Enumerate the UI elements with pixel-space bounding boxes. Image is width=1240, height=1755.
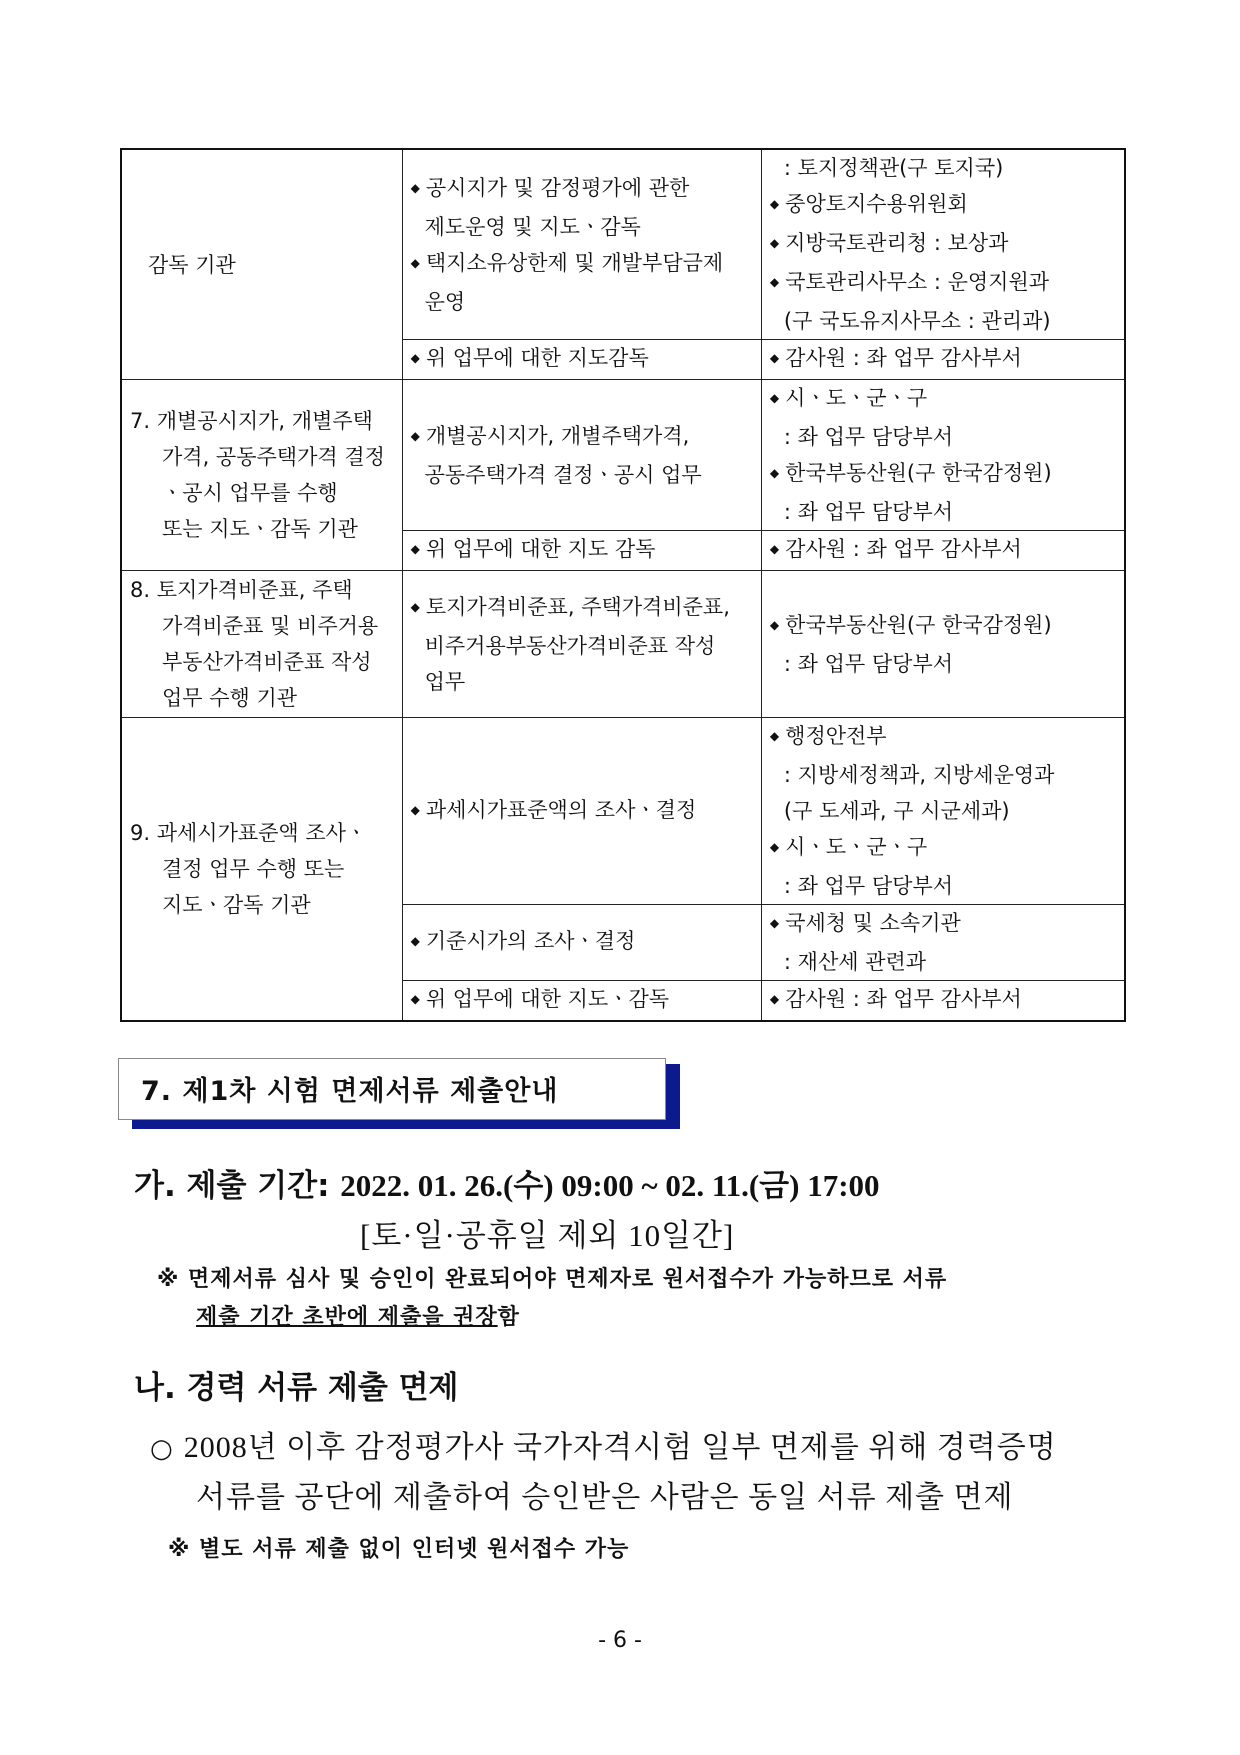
duty-line: ◆ 위 업무에 대한 지도ㆍ감독: [410, 987, 670, 1011]
bullet-icon: ◆: [769, 351, 780, 365]
dept-cell: [761, 718, 1125, 905]
duty-line: ◆ 개별공시지가, 개별주택가격,: [410, 423, 690, 448]
org-cell: [121, 718, 402, 1022]
dept-line: ◆ 시ㆍ도ㆍ군ㆍ구: [769, 386, 928, 410]
duty-line: 업무: [424, 669, 466, 694]
org-label: 감독 기관: [148, 252, 236, 277]
ga-label: 가. 제출 기간:: [134, 1168, 341, 1204]
na-note: ※ 별도 서류 제출 없이 인터넷 원서접수 가능: [168, 1537, 630, 1562]
dept-line: : 좌 업무 담당부서: [783, 651, 954, 676]
circle-bullet-icon: ○: [150, 1434, 174, 1464]
dept-cell: [761, 905, 1125, 981]
subsection-na-heading: 나. 경력 서류 제출 면제: [134, 1370, 459, 1406]
dept-cell: [761, 340, 1125, 380]
duty-line: ◆ 공시지가 및 감정평가에 관한: [410, 175, 690, 200]
bullet-icon: ◆: [769, 275, 780, 289]
dept-line: : 좌 업무 담당부서: [783, 500, 954, 524]
duty-line: ◆ 기준시가의 조사ㆍ결정: [410, 929, 636, 953]
duty-line: 운영: [424, 289, 466, 314]
section-title: 7. 제1차 시험 면제서류 제출안내: [141, 1076, 559, 1107]
bullet-icon: ◆: [769, 840, 780, 854]
dept-line: ◆ 지방국토관리청 : 보상과: [769, 231, 1009, 255]
ga-note-underlined: 제출 기간 초반에 제출을 권장: [196, 1305, 498, 1330]
dept-cell: [761, 531, 1125, 571]
dept-line: ◆ 시ㆍ도ㆍ군ㆍ구: [769, 835, 928, 859]
bullet-icon: ◆: [769, 729, 780, 743]
dept-cell: [761, 149, 1125, 340]
org-line: 가격, 공동주택가격 결정: [162, 445, 385, 469]
subsection-ga-heading: [134, 1160, 880, 1205]
org-line: 8. 토지가격비준표, 주택: [130, 578, 353, 602]
duty-cell: [402, 380, 761, 531]
dept-line: ◆ 한국부동산원(구 한국감정원): [769, 612, 1052, 637]
duty-cell: [402, 981, 761, 1022]
dept-line: (구 도세과, 구 시군세과): [783, 799, 1010, 823]
dept-line: ◆ 감사원 : 좌 업무 감사부서: [769, 987, 1022, 1011]
bullet-icon: ◆: [410, 428, 420, 443]
dept-line: ◆ 감사원 : 좌 업무 감사부서: [769, 537, 1022, 561]
bullet-icon: ◆: [769, 916, 780, 930]
ga-note-line1: ※ 면제서류 심사 및 승인이 완료되어야 면제자로 원서접수가 가능하므로 서류: [157, 1267, 948, 1292]
bullet-icon: ◆: [769, 466, 780, 480]
bullet-icon: ◆: [769, 391, 780, 405]
page-number: - 6 -: [598, 1628, 642, 1653]
org-cell: [121, 571, 402, 718]
org-line: 지도ㆍ감독 기관: [162, 893, 311, 917]
duty-cell: [402, 571, 761, 718]
duty-line: 비주거용부동산가격비준표 작성: [424, 633, 716, 658]
org-line: 업무 수행 기관: [162, 686, 298, 710]
duty-cell: [402, 149, 761, 340]
dept-line: ◆ 한국부동산원(구 한국감정원): [769, 461, 1052, 485]
dept-line: ◆ 국세청 및 소속기관: [769, 911, 961, 935]
dept-line: ◆ 중앙토지수용위원회: [769, 192, 968, 216]
agency-table: [120, 148, 1126, 1022]
ga-note-line2: [196, 1300, 520, 1331]
duty-line: 공동주택가격 결정ㆍ공시 업무: [424, 462, 702, 487]
duty-line: ◆ 과세시가표준액의 조사ㆍ결정: [410, 797, 697, 822]
org-line: 7. 개별공시지가, 개별주택: [130, 409, 373, 433]
table-row: [121, 380, 1125, 531]
duty-cell: [402, 531, 761, 571]
duty-line: ◆ 택지소유상한제 및 개발부담금제: [410, 250, 724, 275]
duty-line: ◆ 위 업무에 대한 지도 감독: [410, 537, 656, 561]
dept-line: : 좌 업무 담당부서: [783, 425, 954, 449]
bullet-icon: ◆: [410, 180, 420, 195]
bullet-icon: ◆: [769, 542, 780, 556]
dept-line: ◆ 감사원 : 좌 업무 감사부서: [769, 346, 1022, 370]
table-row: [121, 571, 1125, 718]
duty-line: 제도운영 및 지도ㆍ감독: [424, 214, 641, 239]
table-row: [121, 718, 1125, 905]
submission-period: 2022. 01. 26.(수) 09:00 ~ 02. 11.(금) 17:00: [340, 1168, 880, 1203]
dept-line: : 재산세 관련과: [783, 950, 927, 974]
section-heading-box: [118, 1058, 666, 1120]
org-line: 결정 업무 수행 또는: [162, 857, 345, 881]
duty-line: ◆ 위 업무에 대한 지도감독: [410, 346, 649, 370]
org-line: 부동산가격비준표 작성: [162, 650, 372, 674]
na-line2: 서류를 공단에 제출하여 승인받은 사람은 동일 서류 제출 면제: [196, 1481, 1014, 1514]
ga-note-rest: 함: [497, 1305, 520, 1330]
bullet-icon: ◆: [410, 255, 420, 270]
dept-cell: [761, 380, 1125, 531]
na-line1: ○ 2008년 이후 감정평가사 국가자격시험 일부 면제를 위해 경력증명: [150, 1431, 1057, 1464]
bullet-icon: ◆: [410, 934, 420, 948]
bullet-icon: ◆: [769, 197, 780, 211]
org-line: 가격비준표 및 비주거용: [162, 614, 379, 638]
excluded-days: [토·일·공휴일 제외 10일간]: [360, 1218, 735, 1253]
table-row: [121, 149, 1125, 340]
dept-line: : 토지정책관(구 토지국): [783, 156, 1004, 180]
org-line: 또는 지도ㆍ감독 기관: [162, 517, 358, 541]
dept-cell: [761, 571, 1125, 718]
dept-line: : 지방세정책과, 지방세운영과: [783, 763, 1055, 787]
duty-line: ◆ 토지가격비준표, 주택가격비준표,: [410, 594, 730, 619]
org-cell: [121, 149, 402, 380]
bullet-icon: ◆: [769, 992, 780, 1006]
bullet-icon: ◆: [410, 992, 420, 1006]
duty-cell: [402, 905, 761, 981]
dept-line: (구 국도유지사무소 : 관리과): [783, 309, 1051, 333]
duty-cell: [402, 340, 761, 380]
bullet-icon: ◆: [769, 236, 780, 250]
dept-line: ◆ 국토관리사무소 : 운영지원과: [769, 270, 1050, 294]
dept-cell: [761, 981, 1125, 1022]
dept-line: : 좌 업무 담당부서: [783, 874, 954, 898]
bullet-icon: ◆: [410, 351, 420, 365]
org-line: 9. 과세시가표준액 조사ㆍ: [130, 821, 367, 845]
bullet-icon: ◆: [410, 599, 420, 614]
dept-line: ◆ 행정안전부: [769, 724, 887, 748]
bullet-icon: ◆: [410, 802, 420, 817]
bullet-icon: ◆: [769, 617, 780, 632]
org-cell: [121, 380, 402, 571]
bullet-icon: ◆: [410, 542, 420, 556]
duty-cell: [402, 718, 761, 905]
org-line: ㆍ공시 업무를 수행: [162, 481, 338, 505]
